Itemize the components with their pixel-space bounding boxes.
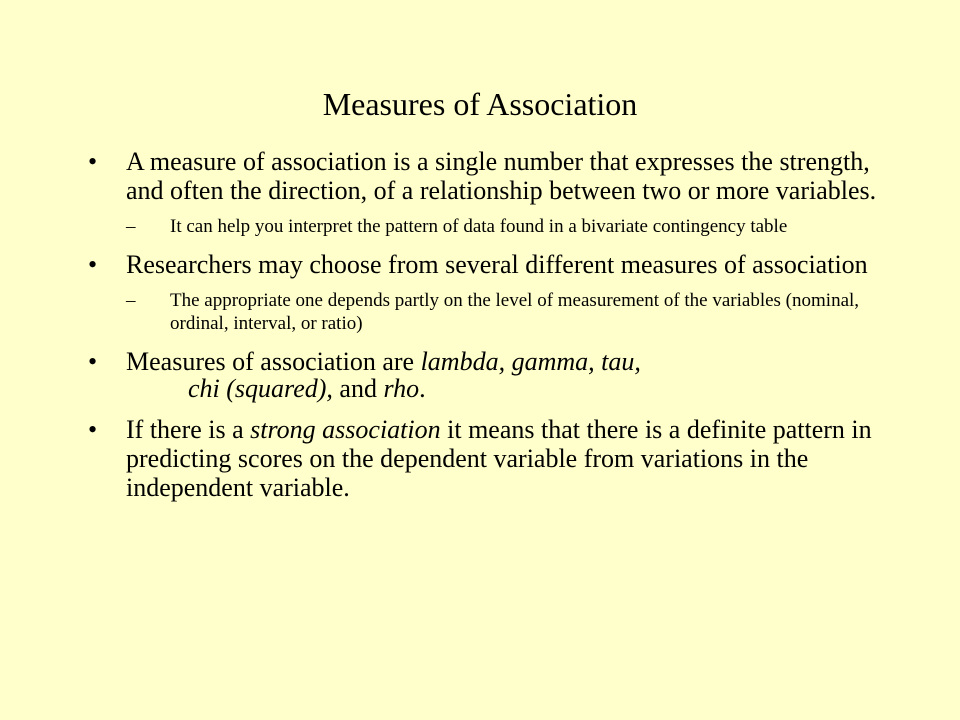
emphasis-text: strong association bbox=[250, 415, 441, 444]
bullet-item bbox=[88, 415, 888, 502]
bullet-text-suffix: it means that there is a definite pattern in predicting scores on the dependent variable from variations in the independent variable. bbox=[126, 415, 872, 502]
sub-bullet-item bbox=[126, 289, 888, 335]
bullet-dot-icon: • bbox=[88, 147, 98, 176]
sub-bullet-item bbox=[126, 215, 888, 238]
measures-list-part1: lambda, gamma, tau, bbox=[420, 347, 641, 376]
bullet-text: A measure of association is a single number that expresses the strength, and often the direction, of a relationship between two or more variables. bbox=[126, 147, 877, 205]
measures-list-part2: chi (squared), bbox=[188, 374, 333, 403]
bullet-dot-icon: • bbox=[88, 415, 98, 444]
bullet-dot-icon: • bbox=[88, 250, 98, 279]
dash-icon: – bbox=[126, 216, 136, 237]
bullet-item bbox=[88, 250, 888, 279]
bullet-dot-icon: • bbox=[88, 347, 98, 376]
measures-list-part3: rho bbox=[383, 374, 420, 403]
bullet-text: Researchers may choose from several different measures of association bbox=[126, 250, 868, 279]
period-text: . bbox=[419, 374, 426, 403]
and-text: and bbox=[332, 374, 384, 403]
bullet-text-prefix: If there is a bbox=[126, 415, 251, 444]
bullet-list bbox=[88, 147, 888, 514]
bullet-item bbox=[88, 347, 888, 403]
sub-bullet-text: It can help you interpret the pattern of data found in a bivariate contingency table bbox=[170, 216, 788, 237]
bullet-continuation bbox=[126, 374, 888, 403]
slide-title: Measures of Association bbox=[322, 86, 638, 122]
sub-bullet-text: The appropriate one depends partly on the level of measurement of the variables (nominal, ordinal, interval, or ratio) bbox=[170, 290, 860, 334]
bullet-item bbox=[88, 147, 888, 205]
dash-icon: – bbox=[126, 290, 136, 311]
bullet-text-prefix: Measures of association are bbox=[126, 347, 421, 376]
